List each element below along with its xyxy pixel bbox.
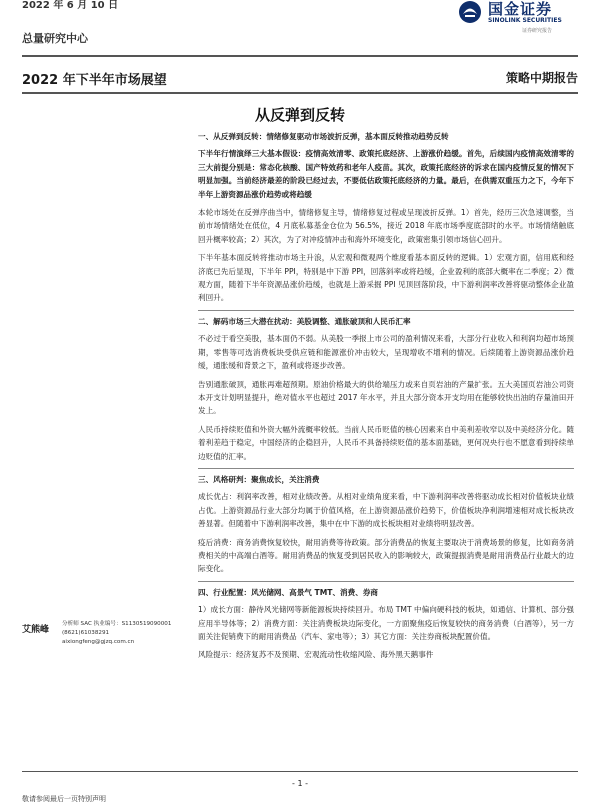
main-title: 从反弹到反转	[254, 106, 345, 124]
section-heading-4: 四、行业配置：风光储网、高景气 TMT、消费、券商	[198, 581, 574, 599]
logo-subtitle: 证券研究报告	[522, 28, 553, 34]
paragraph-7: 成长优占：利润率改善，相对业绩改善。从相对业绩角度来看，中下游利润率改善将驱动成长相对价值板块业绩占优。上游资源品行业大部分均属于价值风格，在上游资源品涨价趋势下，价值板块净利润增速相对成长板块改善显著。但随着中下游利润率改善，集中在中下游的成长板块相对业绩将明显改善。	[198, 492, 574, 529]
author-role: 分析师 SAC 执业编号：S1130519090001	[62, 621, 172, 627]
paragraph-9: 1）成长方面：静待风光储网等新能源板块持续回升。布局 TMT 中偏向硬科技的板块，如通信、计算机、部分强应用半导体等；2）消费方面：关注消费板块边际变化，一方面聚焦疫后恢复较快的商务消费（白酒等），另一方面关注促销费下的耐用消费品（汽车、家电等）；3）其它方面：关注券商板块配置价值。	[198, 605, 574, 641]
sinolink-logo	[458, 0, 578, 36]
paragraph-1: 下半年行情演绎三大基本假设：疫情高效清零、政策托底经济、上游涨价趋缓。首先，后续国内疫情高效清零的三大前提分别是：常态化核酸、国产特效药和老年人疫苗。其次，政策托底经济的诉求在国内疫情反复的情况下明显加强。当前经济最差的阶段已经过去，不要低估政策托底经济的力量。最后，在供需双重压力之下，今年下半年上游资源品涨价趋势或将趋缓	[198, 149, 574, 199]
paragraph-4: 不必过于看空美股，基本面仍不弱。从美股一季报上市公司的盈利情况来看，大部分行业收入和利润均超市场预期，零售等可选消费板块受供应链和能源涨价冲击较大，呈现增收不增利的情况。后续随着上游资源品涨价趋缓，通胀缓和背景之下，盈利或将逐步改善。	[198, 334, 574, 371]
report-date: 2022 年 6 月 10 日	[22, 0, 119, 11]
report-series-title: 2022 年下半年市场展望	[22, 73, 167, 88]
paragraph-2: 本轮市场处在反弹序曲当中，情绪修复主导，情绪修复过程或呈现波折反弹。1）首先，经历三次急速调整，当前市场情绪处在低位，4 月底私募基金仓位为 56.5%，接近 2018 年底市场季度底部时的水平。市场情绪触底回升概率较高；2）其次，为了对冲疫情冲击和海外环境变化，政策密集引领市场信心回升。	[198, 208, 574, 244]
section-heading-2: 二、解码市场三大潜在扰动：美股调整、通胀破顶和人民币汇率	[198, 310, 574, 328]
logo-text-en: SINOLINK SECURITIES	[488, 17, 562, 24]
page-number: - 1 -	[292, 779, 308, 788]
section-heading-3: 三、风格研判：聚焦成长，关注消费	[198, 468, 574, 486]
footer-divider	[22, 771, 578, 772]
report-body	[198, 126, 574, 667]
logo-text-cn: 国金证券	[488, 0, 553, 18]
department-name: 总量研究中心	[22, 32, 88, 45]
paragraph-6: 人民币持续贬值和外资大幅外流概率较低。当前人民币贬值的核心因素来自中美利差收窄以及中美经济分化。随着利差趋于稳定，中国经济的企稳回升，人民币不具备持续贬值的基本面基础，更何况央行也不愿意看到持续单边贬值的汇率。	[198, 424, 574, 461]
section-heading-1: 一、从反弹到反转：情绪修复驱动市场波折反弹，基本面反转推动趋势反转	[198, 132, 449, 141]
author-email[interactable]: aixiongfeng@gjzq.com.cn	[62, 639, 135, 645]
paragraph-5: 告别通胀破顶，通胀再难超预期。原油价格最大的供给端压力或来自页岩油的产量扩张。五大美国页岩油公司资本开支计划明显提升，绝对值水平也超过 2017 年水平，并且大部分资本开支均用在能够较快出油的存量油田开发上。	[198, 379, 574, 416]
author-info	[62, 620, 171, 647]
author-name: 艾熊峰	[22, 625, 50, 635]
author-phone: (8621)61038291	[62, 630, 110, 636]
risk-warning: 风险提示：经济复苏不及预期、宏观流动性收缩风险、海外黑天鹅事件	[198, 650, 434, 660]
title-divider	[22, 92, 578, 94]
logo-mark-icon	[458, 0, 482, 26]
disclaimer-note: 敬请参阅最后一页特别声明	[22, 795, 106, 803]
header-divider	[22, 55, 578, 57]
paragraph-8: 疫后消费：商务消费恢复较快，耐用消费等待政策。部分消费品的恢复主要取决于消费场景的修复，比如商务消费相关的中高端白酒等。耐用消费品的恢复受到居民收入的影响较大，政策提振消费是耐用消费品行业最大的边际变化。	[198, 537, 574, 574]
paragraph-3: 下半年基本面反转将推动市场主升浪，从宏观和微观两个维度看基本面反转的逻辑。1）宏观方面，信用底和经济底已先后显现，下半年 PPI，特别是中下游 PPI，回落斜率或将趋缓，企业盈利的底部大概率在二季度；2）微观方面，随着下半年资源品涨价趋缓，也就是上游采掘 PPI 见顶回落阶段，中下游利润率改善将驱动整体企业盈利回升。	[198, 253, 574, 303]
report-type-title: 策略中期报告	[505, 71, 578, 85]
